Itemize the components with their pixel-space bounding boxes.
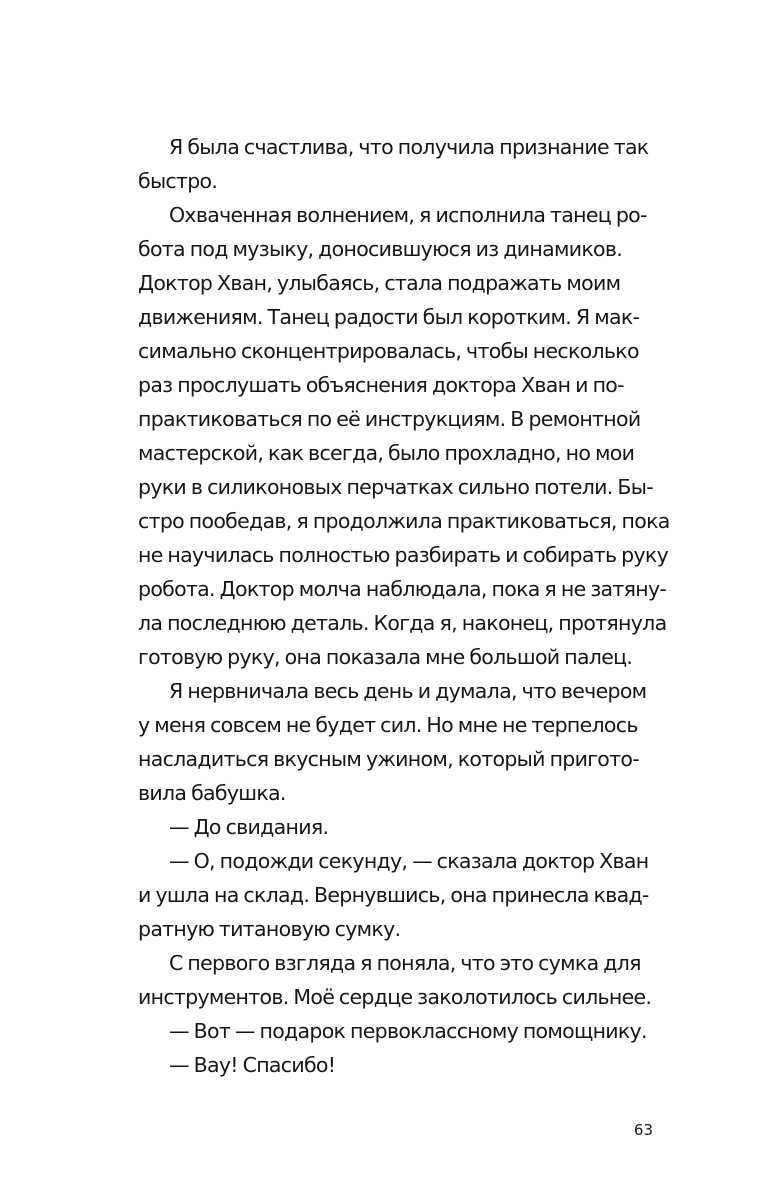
text-line: мастерской, как всегда, было прохладно, но мои: [138, 441, 635, 465]
text-line: — Вау! Спасибо!: [169, 1053, 336, 1077]
text-line: не научилась полностью разбирать и собирать руку: [138, 543, 669, 567]
text-line: Я нервничала весь день и думала, что вечером: [169, 679, 647, 703]
body-text: [138, 130, 670, 1082]
text-line: Я была счастлива, что получила признание так: [169, 135, 649, 159]
text-line: и ушла на склад. Вернувшись, она принесла квад-: [138, 883, 649, 907]
text-line: стро пообедав, я продолжила практиковаться, пока: [138, 509, 670, 533]
text-line: инструментов. Моё сердце заколотилось сильнее.: [138, 985, 652, 1009]
text-line: — До свидания.: [169, 815, 329, 839]
text-line: у меня совсем не будет сил. Но мне не терпелось: [138, 713, 638, 737]
text-line: Охваченная волнением, я исполнила танец ро-: [169, 203, 647, 227]
text-line: С первого взгляда я поняла, что это сумка для: [169, 951, 641, 975]
text-line: ла последнюю деталь. Когда я, наконец, протянула: [138, 611, 667, 635]
text-line: Доктор Хван, улыбаясь, стала подражать моим: [138, 271, 621, 295]
text-line: движениям. Танец радости был коротким. Я мак-: [138, 305, 640, 329]
text-line: практиковаться по её инструкциям. В ремонтной: [138, 407, 641, 431]
text-line: — О, подожди секунду, — сказала доктор Хван: [169, 849, 649, 873]
text-line: раз прослушать объяснения доктора Хван и по-: [138, 373, 624, 397]
text-line: — Вот — подарок первоклассному помощнику.: [169, 1019, 647, 1043]
text-line: готовую руку, она показала мне большой палец.: [138, 645, 633, 669]
text-line: бота под музыку, доносившуюся из динамиков.: [138, 237, 623, 261]
text-line: насладиться вкусным ужином, который пригото-: [138, 747, 639, 771]
text-line: руки в силиконовых перчатках сильно потели. Бы-: [138, 475, 653, 499]
text-line: симально сконцентрировалась, чтобы несколько: [138, 339, 639, 363]
text-line: ратную титановую сумку.: [138, 917, 401, 941]
text-line: быстро.: [138, 169, 218, 193]
page-number: 63: [633, 1121, 653, 1139]
text-line: вила бабушка.: [138, 781, 286, 805]
text-line: робота. Доктор молча наблюдала, пока я не затяну-: [138, 577, 667, 601]
